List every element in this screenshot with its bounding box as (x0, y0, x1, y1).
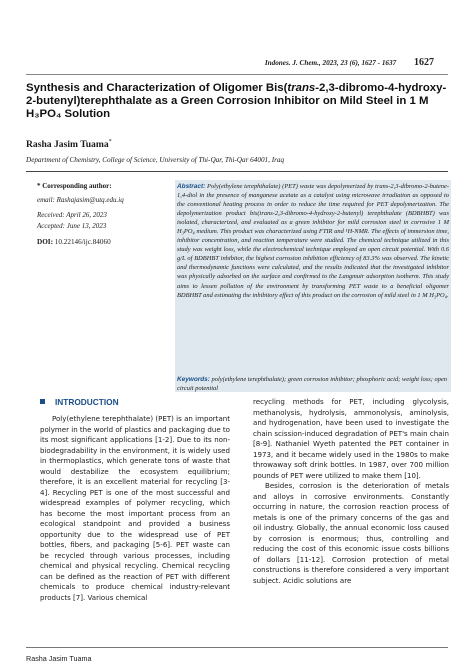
title-italic-trans: trans (287, 82, 316, 94)
author-name-text: Rasha Jasim Tuama (26, 139, 109, 151)
title-part-2: -2,3-dibromo-4-hydroxy-2-butenyl)terephthalate as a Green Corrosion Inhibitor on Mild Steel in 1 M H₃PO₄ Solution (26, 82, 447, 121)
body-column-left (40, 414, 230, 603)
intro-paragraph-continued: recycling methods for PET, including glycolysis, methanolysis, hydrolysis, ammonolysis, aminolysis, and hydrogenation, have been used to investigate the chain scission-induced degradation of PET's main chain [8-9]. Nathaniel Wyeth patented the PET container in 1973, and it became widely used in the 1980s to make throwaway soft drink bottles. In 1987, over 700 million pounds of PET were utilized to make them [10]. (253, 397, 449, 480)
doi-label: DOI: (37, 238, 53, 246)
footer-author: Rasha Jasim Tuama (26, 654, 92, 663)
page-number: 1627 (414, 57, 434, 68)
abstract (177, 182, 449, 300)
section-square-icon (40, 399, 45, 404)
corresponding-author-label (37, 182, 172, 191)
affiliation: Department of Chemistry, College of Science, University of Thi-Qar, Thi-Qar 64001, Iraq (26, 156, 285, 164)
accepted-date: Accepted: June 13, 2023 (37, 222, 107, 230)
running-header (265, 57, 434, 68)
author-mark: * (108, 139, 112, 145)
header-divider (26, 74, 448, 75)
intro-paragraph-1: Poly(ethylene terephthalate) (PET) is an important polymer in the world of plastics and packaging due to its most significant applications [1-2]. Due to its non-biodegradability in the environment, it is widely used in thermoplastics, which generate tons of waste that would destabilize the ecosystem equilibrium; therefore, it is an excellent material for recycling [3-4]. Recycling PET is one of the most successful and widespread examples of polymer recycling, which has become the most important process from an ecological standpoint and provided a business opportunity due to the widespread use of PET bottles, fibers, and packaging [5-6]. PET waste can be recycled through various processes, including chemical and physical recycling. Chemical recycling can be defined as the reaction of PET with different chemicals to produce chemical industry-relevant products [7]. Various chemical (40, 414, 230, 602)
affiliation-divider (26, 171, 448, 172)
corresponding-email[interactable]: email: Rashajasim@utq.edu.iq (37, 196, 124, 204)
section-heading (40, 397, 119, 407)
section-heading-text: INTRODUCTION (55, 397, 119, 407)
received-date: Received: April 26, 2023 (37, 211, 107, 219)
abstract-label: Abstract: (177, 183, 206, 190)
author-name (26, 139, 112, 150)
corresponding-label-text: * Corresponding author: (37, 182, 112, 190)
keywords-label: Keywords: (177, 376, 210, 383)
doi[interactable] (37, 238, 111, 246)
body-column-right (253, 397, 449, 586)
paper-title (26, 82, 451, 122)
journal-citation: Indones. J. Chem., 2023, 23 (6), 1627 - 1637 (264, 59, 397, 67)
title-part-1: Synthesis and Characterization of Oligomer Bis( (26, 82, 288, 94)
intro-paragraph-2: Besides, corrosion is the deterioration of metals and alloys in corrosive environments. Constantly occurring in nature, the corrosion reaction process of metals is one of the primary concerns of the gas and oil industry. Globally, the annual economic loss caused by corrosion is enormous; thus, controlling and reducing the cost of this economic issue costs billions of dollars [11-12]. Corrosion protection of metal constructions is therefore considered a very important subject. Acidic solutions are (253, 481, 449, 585)
doi-value[interactable]: 10.22146/ijc.84060 (54, 238, 111, 246)
abstract-text: Poly(ethylene terephthalate) (PET) waste was depolymerized by trans-2,3-dibromo-2-butene-1,4-diol in the presence of manganese acetate as a catalyst using microwave irradiation as opposed to the conventional heating process in order to reduce the time required for PET depolymerization. The depolymerization product bis(trans-2,3-dibromo-4-hydroxy-2-butenyl) terephthalate (BDBHBT) was isolated, characterized, and evaluated as a green inhibitor for mild corrosion steel in corrosive 1 M H₃PO₄ medium. This product was characterized using FTIR and ¹H-NMR. The effects of immersion time, inhibitor concentration, and reaction temperature were studied. The chemical technique utilized in this study was weight loss, while the electrochemical technique employed an open circuit potential. With 0.6 g/L of BDBHBT inhibitor, the highest corrosion inhibition efficiency of 83.3% was observed. The kinetic and thermodynamic functions were calculated, and the results indicated that the investigated inhibitor was physically adsorbed on the surface and confirmed to the Langmuir adsorption isotherm. This study aims to lessen pollution of the environment by transforming PET waste to a beneficial oligomer BDBHBT and estimating the inhibitory effect of this product on the corrosion of mild steel in 1 M H₃PO₄. (177, 183, 449, 299)
keywords (177, 375, 449, 393)
footer-divider (26, 647, 448, 648)
keywords-text: poly(ethylene terephthalate); green corrosion inhibitor; phosphoric acid; weight loss; open circuit potential (177, 376, 447, 392)
